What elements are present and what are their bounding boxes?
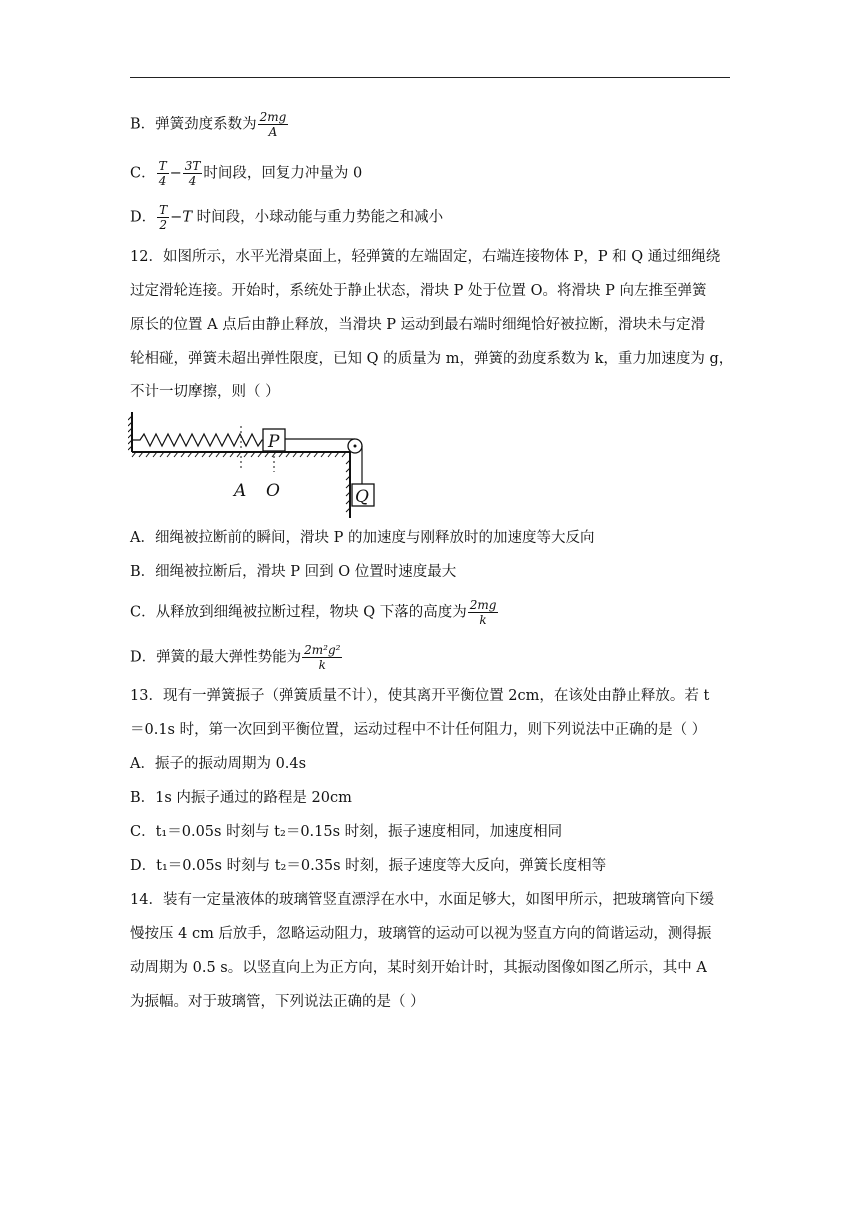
fraction xyxy=(157,159,169,188)
q13-option-d: D．t₁＝0.05s 时刻与 t₂＝0.35s 时刻，振子速度等大反向，弹簧长度相等 xyxy=(130,858,607,874)
q12-stem-line: 轮相碰，弹簧未超出弹性限度，已知 Q 的质量为 m，弹簧的劲度系数为 k，重力加速度为 g， xyxy=(130,351,734,367)
option-text: C．从释放到细绳被拉断过程，物块 Q 下落的高度为 xyxy=(130,604,467,621)
option-text: D． xyxy=(130,209,157,226)
minus-sign: − xyxy=(169,165,182,182)
header-rule xyxy=(130,77,730,78)
q13-option-a: A．振子的振动周期为 0.4s xyxy=(130,756,307,772)
q11-option-c xyxy=(130,159,362,188)
option-text: 时间段，回复力冲量为 0 xyxy=(203,165,363,182)
q12-option-c xyxy=(130,598,499,627)
denominator: 4 xyxy=(188,174,197,188)
q12-stem-line: 不计一切摩擦，则（ ） xyxy=(130,384,280,400)
fraction xyxy=(258,110,289,139)
minus-sign: − xyxy=(170,209,183,226)
numerator: 2mg xyxy=(259,110,287,124)
q13-option-b: B．1s 内振子通过的路程是 20cm xyxy=(130,790,352,806)
label-a: A xyxy=(234,481,247,501)
q14-stem-line: 动周期为 0.5 s。以竖直向上为正方向，某时刻开始计时，其振动图像如图乙所示，其中 A xyxy=(130,960,707,976)
denominator: k xyxy=(479,613,487,627)
q12-stem-line: 12．如图所示，水平光滑桌面上，轻弹簧的左端固定，右端连接物体 P，P 和 Q 通过细绳绕 xyxy=(130,249,721,265)
option-text: 时间段，小球动能与重力势能之和减小 xyxy=(191,209,444,226)
option-text: B．弹簧劲度系数为 xyxy=(130,116,257,133)
q12-option-d xyxy=(130,643,343,672)
option-text: D．弹簧的最大弹性势能为 xyxy=(130,649,302,666)
numerator: T xyxy=(159,203,168,217)
fraction xyxy=(157,203,169,232)
fraction xyxy=(183,159,203,188)
spring-pulley-figure xyxy=(128,408,398,523)
pulley-axle xyxy=(354,445,357,448)
q13-stem-line: ＝0.1s 时，第一次回到平衡位置，运动过程中不计任何阻力，则下列说法中正确的是（ ） xyxy=(130,722,707,738)
variable: T xyxy=(182,209,192,226)
label-p: P xyxy=(268,432,280,452)
option-text: C． xyxy=(130,165,156,182)
denominator: k xyxy=(318,658,326,672)
q12-option-a: A．细绳被拉断前的瞬间，滑块 P 的加速度与刚释放时的加速度等大反向 xyxy=(130,530,595,546)
fraction xyxy=(302,643,342,672)
denominator: 2 xyxy=(159,218,167,232)
q12-stem-line: 原长的位置 A 点后由静止释放，当滑块 P 运动到最右端时细绳恰好被拉断，滑块未与定滑 xyxy=(130,317,706,333)
numerator: 2mg xyxy=(469,598,497,612)
denominator: 4 xyxy=(158,174,167,188)
denominator: A xyxy=(268,125,278,139)
q14-stem-line: 14．装有一定量液体的玻璃管竖直漂浮在水中，水面足够大，如图甲所示，把玻璃管向下缓 xyxy=(130,892,714,908)
numerator: 3T xyxy=(184,159,201,173)
label-o: O xyxy=(266,481,280,501)
q11-option-b xyxy=(130,110,289,139)
q11-option-d xyxy=(130,203,443,232)
fraction xyxy=(468,598,499,627)
q14-stem-line: 慢按压 4 cm 后放手，忽略运动阻力，玻璃管的运动可以视为竖直方向的简谐运动，测得振 xyxy=(130,926,712,942)
label-q: Q xyxy=(355,487,369,507)
q14-stem-line: 为振幅。对于玻璃管，下列说法正确的是（ ） xyxy=(130,994,425,1010)
q13-option-c: C．t₁＝0.05s 时刻与 t₂＝0.15s 时刻，振子速度相同，加速度相同 xyxy=(130,824,563,840)
q12-stem-line: 过定滑轮连接。开始时，系统处于静止状态，滑块 P 处于位置 O。将滑块 P 向左推至弹簧 xyxy=(130,283,707,299)
numerator: 2m²g² xyxy=(304,643,341,657)
spring xyxy=(132,434,263,446)
q12-option-b: B．细绳被拉断后，滑块 P 回到 O 位置时速度最大 xyxy=(130,564,457,580)
numerator: T xyxy=(158,159,167,173)
q13-stem-line: 13．现有一弹簧振子（弹簧质量不计），使其离开平衡位置 2cm，在该处由静止释放。若 t xyxy=(130,688,710,704)
